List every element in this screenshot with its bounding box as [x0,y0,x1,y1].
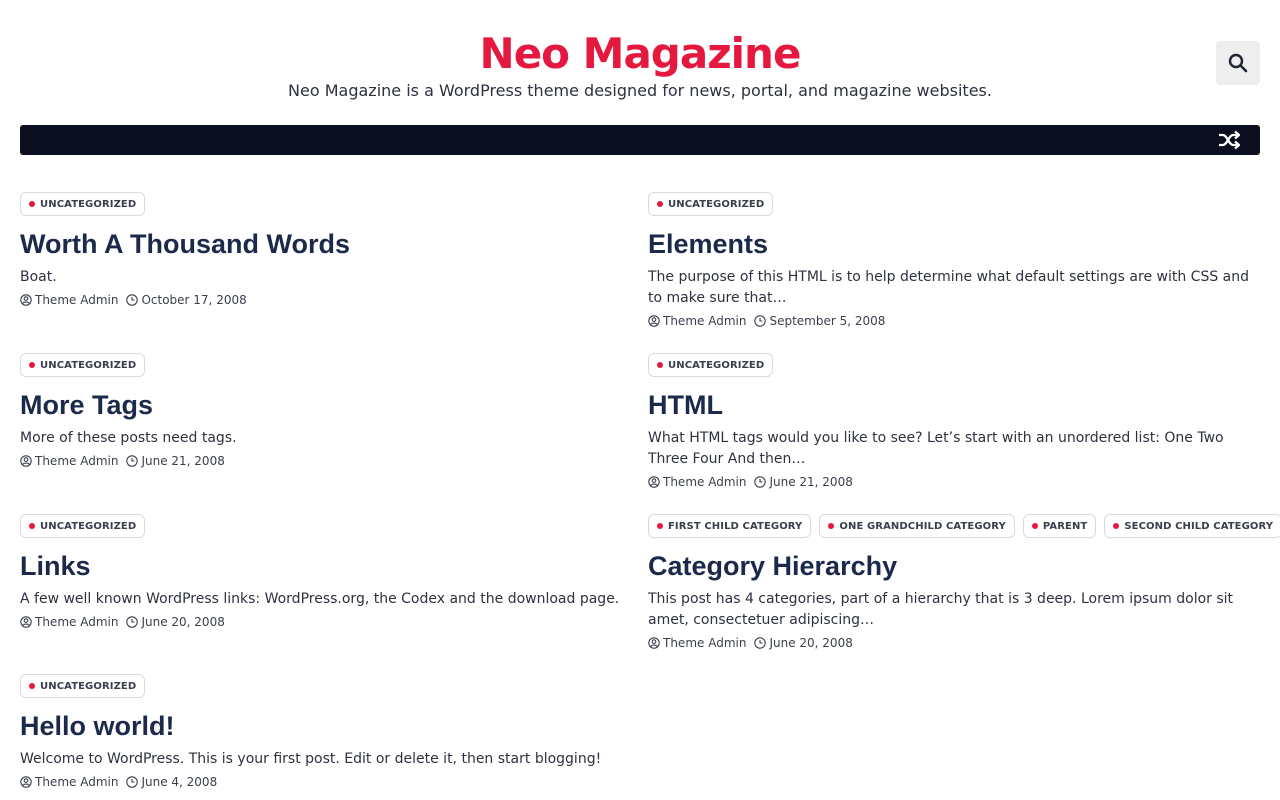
author-name: Theme Admin [663,475,747,489]
clock-icon [754,476,766,488]
date-text: June 21, 2008 [141,454,225,468]
user-circle-icon [648,637,660,649]
category-dot [1113,523,1119,529]
post-author[interactable] [648,636,746,650]
category-label: UNCATEGORIZED [668,359,765,371]
post-card [648,353,1260,491]
post-card [20,353,632,470]
category-tag[interactable] [648,514,811,538]
category-tag[interactable] [20,514,145,538]
user-circle-icon [20,776,32,788]
user-circle-icon [20,455,32,467]
post-excerpt: More of these posts need tags. [20,430,237,446]
post-card [648,514,1274,652]
post-categories [20,353,632,377]
post-categories [648,353,1260,377]
post-meta [20,452,632,470]
post-card [20,192,632,309]
author-name: Theme Admin [35,775,119,789]
post-meta [648,634,1260,652]
post-title[interactable]: More Tags [20,390,154,420]
post-author[interactable] [648,314,746,328]
clock-icon [754,315,766,327]
post-excerpt: Welcome to WordPress. This is your first post. Edit or delete it, then start blogging! [20,751,602,767]
search-button[interactable] [1216,41,1260,85]
category-tag[interactable] [20,192,145,216]
post-date[interactable] [754,636,852,650]
post-excerpt: Boat. [20,269,57,285]
post-title[interactable]: HTML [648,390,723,420]
post-author[interactable] [648,475,746,489]
post-excerpt: A few well known WordPress links: WordPress.org, the Codex and the download page. [20,591,620,607]
post-date[interactable] [126,775,217,789]
site-title[interactable]: Neo Magazine [479,29,801,78]
user-circle-icon [648,476,660,488]
category-tag[interactable] [648,192,773,216]
post-author[interactable] [20,615,118,629]
post-date[interactable] [754,314,885,328]
category-label: ONE GRANDCHILD CATEGORY [839,520,1006,532]
author-name: Theme Admin [663,636,747,650]
post-meta [20,613,632,631]
post-meta [20,773,632,791]
post-excerpt: This post has 4 categories, part of a hierarchy that is 3 deep. Lorem ipsum dolor sit amet, consectetuer adipiscing… [648,591,1234,628]
clock-icon [126,455,138,467]
date-text: June 20, 2008 [769,636,853,650]
post-date[interactable] [126,615,224,629]
category-dot [29,523,35,529]
site-description: Neo Magazine is a WordPress theme designed for news, portal, and magazine websites. [288,81,992,100]
search-icon [1228,53,1248,73]
post-categories [20,192,632,216]
date-text: October 17, 2008 [141,293,247,307]
category-dot [29,683,35,689]
post-categories [20,674,632,698]
category-dot [657,201,663,207]
post-card [20,674,632,791]
user-circle-icon [20,294,32,306]
clock-icon [126,294,138,306]
clock-icon [126,616,138,628]
post-categories [20,514,632,538]
post-meta [648,473,1260,491]
author-name: Theme Admin [35,454,119,468]
post-title[interactable]: Hello world! [20,711,175,741]
post-date[interactable] [754,475,852,489]
category-label: UNCATEGORIZED [40,359,137,371]
category-tag[interactable] [20,353,145,377]
category-tag[interactable] [1023,514,1096,538]
category-label: SECOND CHILD CATEGORY [1124,520,1274,532]
category-tag[interactable] [20,674,145,698]
category-label: PARENT [1042,520,1088,532]
post-excerpt: What HTML tags would you like to see? Let’s start with an unordered list: One Two Three Four And then… [648,430,1224,467]
category-dot [29,201,35,207]
post-categories [648,192,1260,216]
category-dot [828,523,834,529]
post-card [648,192,1260,330]
post-title[interactable]: Links [20,551,91,581]
post-meta [20,291,632,309]
user-circle-icon [20,616,32,628]
category-tag[interactable] [819,514,1014,538]
post-title[interactable]: Category Hierarchy [648,551,898,581]
category-label: UNCATEGORIZED [668,198,765,210]
clock-icon [126,776,138,788]
post-author[interactable] [20,454,118,468]
category-label: UNCATEGORIZED [40,198,137,210]
post-author[interactable] [20,775,118,789]
category-dot [657,523,663,529]
post-date[interactable] [126,454,224,468]
shuffle-icon[interactable] [1218,130,1240,150]
post-author[interactable] [20,293,118,307]
post-title[interactable]: Worth A Thousand Words [20,229,350,259]
date-text: June 21, 2008 [769,475,853,489]
author-name: Theme Admin [35,293,119,307]
author-name: Theme Admin [663,314,747,328]
post-excerpt: The purpose of this HTML is to help determine what default settings are with CSS and to make sure that… [648,269,1250,306]
date-text: September 5, 2008 [769,314,886,328]
category-label: UNCATEGORIZED [40,520,137,532]
post-meta [648,312,1260,330]
post-date[interactable] [126,293,246,307]
date-text: June 4, 2008 [141,775,218,789]
post-card [20,514,632,631]
date-text: June 20, 2008 [141,615,225,629]
category-label: UNCATEGORIZED [40,680,137,692]
post-title[interactable]: Elements [648,229,769,259]
category-dot [1032,523,1038,529]
primary-navigation [20,125,1260,155]
category-tag[interactable] [1104,514,1280,538]
clock-icon [754,637,766,649]
post-categories [648,514,1274,538]
category-dot [657,362,663,368]
category-dot [29,362,35,368]
user-circle-icon [648,315,660,327]
author-name: Theme Admin [35,615,119,629]
category-tag[interactable] [648,353,773,377]
category-label: FIRST CHILD CATEGORY [668,520,803,532]
